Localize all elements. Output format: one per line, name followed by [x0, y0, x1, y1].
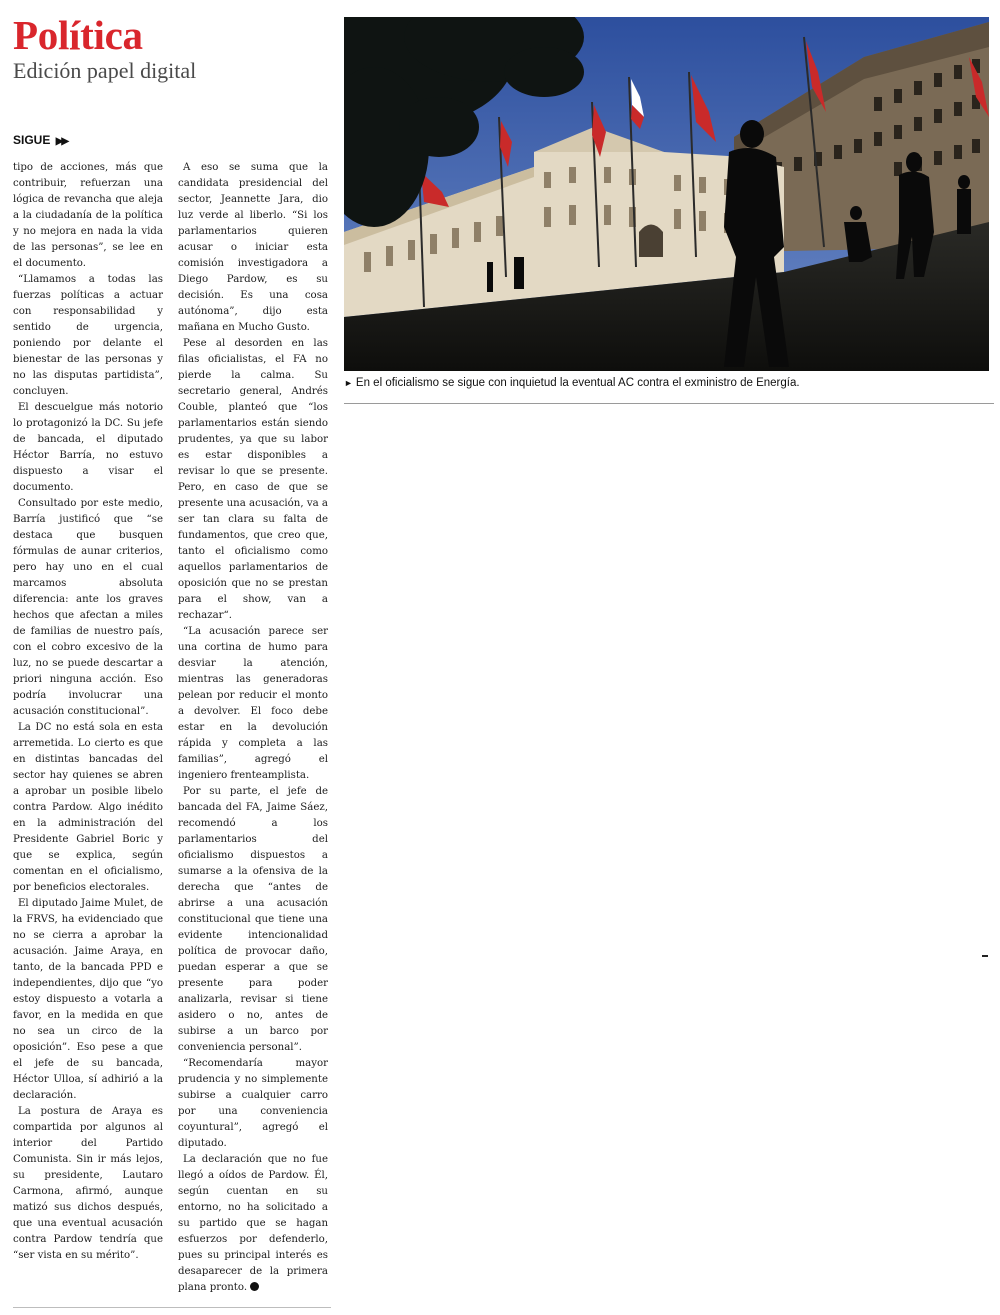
paragraph: Consultado por este medio, Barría justificó que “se destaca que busquen fórmulas de aunar criterios, pero hay uno en el cual marcamos absoluta diferencia: ante los graves hechos que afectan a miles de familias de nuestro país, con el cobro excesivo de la luz, no se puede descartar a priori ninguna acción. Eso podría involucrar una acusación constitucional”. — [13, 498, 163, 717]
paragraph: Pese al desorden en las filas oficialistas, el FA no pierde la calma. Su secretario general, Andrés Couble, planteó que “los parlamentarios están siendo prudentes, ya que su labor es estar disponibles a revisar lo que se presente. Pero, en caso de que se presente una acusación, va a ser tan clara su falta de fundamentos, que creo que, tanto el oficialismo como aquellos parlamentarios de oposición que no se prestan para el show, van a rechazar“. — [178, 338, 328, 621]
paragraph: Por su parte, el jefe de bancada del FA, Jaime Sáez, recomendó a los parlamentarios del oficialismo dispuestos a sumarse a la ofensiva de la derecha que “antes de abrirse a una acusación constitucional que tiene una evidente intencionalidad política de provocar daño, puedan esperar a que se presente para poder analizarla, revisar si tiene asidero o no, antes de subirse a un barco por conveniencia personal”. — [178, 786, 328, 1053]
paragraph: tipo de acciones, más que contribuir, refuerzan una lógica de revancha que aleja a la ciudadanía de la política y no mejora en nada la vida de las personas”, se lee en el documento. — [13, 162, 163, 269]
paragraph: A eso se suma que la candidata presidencial del sector, Jeannette Jara, dio luz verde al liberlo. “Si los parlamentarios quieren acusar o iniciar esta comisión investigadora a Diego Pardow, es su decisión. Es una cosa autónoma”, dijo esta mañana en Mucho Gusto. — [178, 162, 328, 333]
paragraph: El descuelgue más notorio lo protagonizó la DC. Su jefe de bancada, el diputado Héctor Barría, no estuvo dispuesto a visar el documento. — [13, 402, 163, 493]
article-column-1 — [13, 160, 163, 1264]
section-title: Política — [13, 12, 143, 58]
paragraph-text: La declaración que no fue llegó a oídos de Pardow. Él, según cuentan en su entorno, no ha solicitado a su partido que se hagan esfuerzos por defenderlo, pues su principal interés es desaparecer de la primera plana pronto. — [178, 1154, 328, 1293]
photo-caption — [344, 375, 994, 391]
end-dot-icon — [250, 1282, 259, 1291]
continues-label: SIGUE — [13, 133, 51, 147]
caption-text: En el oficialismo se sigue con inquietud la eventual AC contra el exministro de Energía. — [355, 377, 800, 389]
paragraph: La DC no está sola en esta arremetida. Lo cierto es que en distintas bancadas del sector hay quienes se abren a aprobar un posible libelo contra Pardow. Algo inédito en la administración del Presidente Gabriel Boric y que se explica, según comentan en el oficialismo, por beneficios electorales. — [13, 722, 163, 893]
page-mark — [982, 955, 988, 957]
paragraph: El diputado Jaime Mulet, de la FRVS, ha evidenciado que no se cierra a aprobar la acusación. Jaime Araya, en tanto, de la bancada PPD e independientes, dijo que “yo estoy dispuesto a votarla a favor, en la medida en que no sea un circo de la oposición”. Eso pese a que el jefe de su bancada, Héctor Ulloa, sí adhirió a la declaración. — [13, 898, 163, 1101]
paragraph: La postura de Araya es compartida por algunos al interior del Partido Comunista. Sin ir más lejos, su presidente, Lautaro Carmona, afirmó, aunque matizó sus dichos después, que una eventual acusación contra Pardow tendría que “ser vista en su mérito”. — [13, 1106, 163, 1261]
caption-arrow-icon: ► — [344, 378, 353, 388]
paragraph: “La acusación parece ser una cortina de humo para desviar la atención, mientras las generadoras pelean por reducir el monto a devolver. El foco debe estar en la devolución rápida y completa a las familias”, agregó el ingeniero frenteamplista. — [178, 626, 328, 781]
la-moneda-photo-illustration — [344, 17, 989, 371]
article-column-2 — [178, 160, 328, 1296]
double-arrow-icon: ▶▶ — [55, 136, 68, 147]
continues-marker — [13, 133, 67, 147]
column-bottom-rule — [13, 1307, 331, 1308]
paragraph: “Llamamos a todas las fuerzas políticas a actuar con responsabilidad y sentido de urgencia, poniendo por delante el bienestar de las personas y no las disputas partidista”, concluyen. — [13, 274, 163, 397]
news-photo — [344, 17, 989, 371]
caption-divider — [344, 403, 994, 404]
paragraph-last — [178, 1152, 328, 1296]
paragraph: “Recomendaría mayor prudencia y no simplemente subirse a cualquier carro por una conveniencia coyuntural”, agregó el diputado. — [178, 1058, 328, 1149]
edition-subtitle: Edición papel digital — [13, 58, 197, 83]
